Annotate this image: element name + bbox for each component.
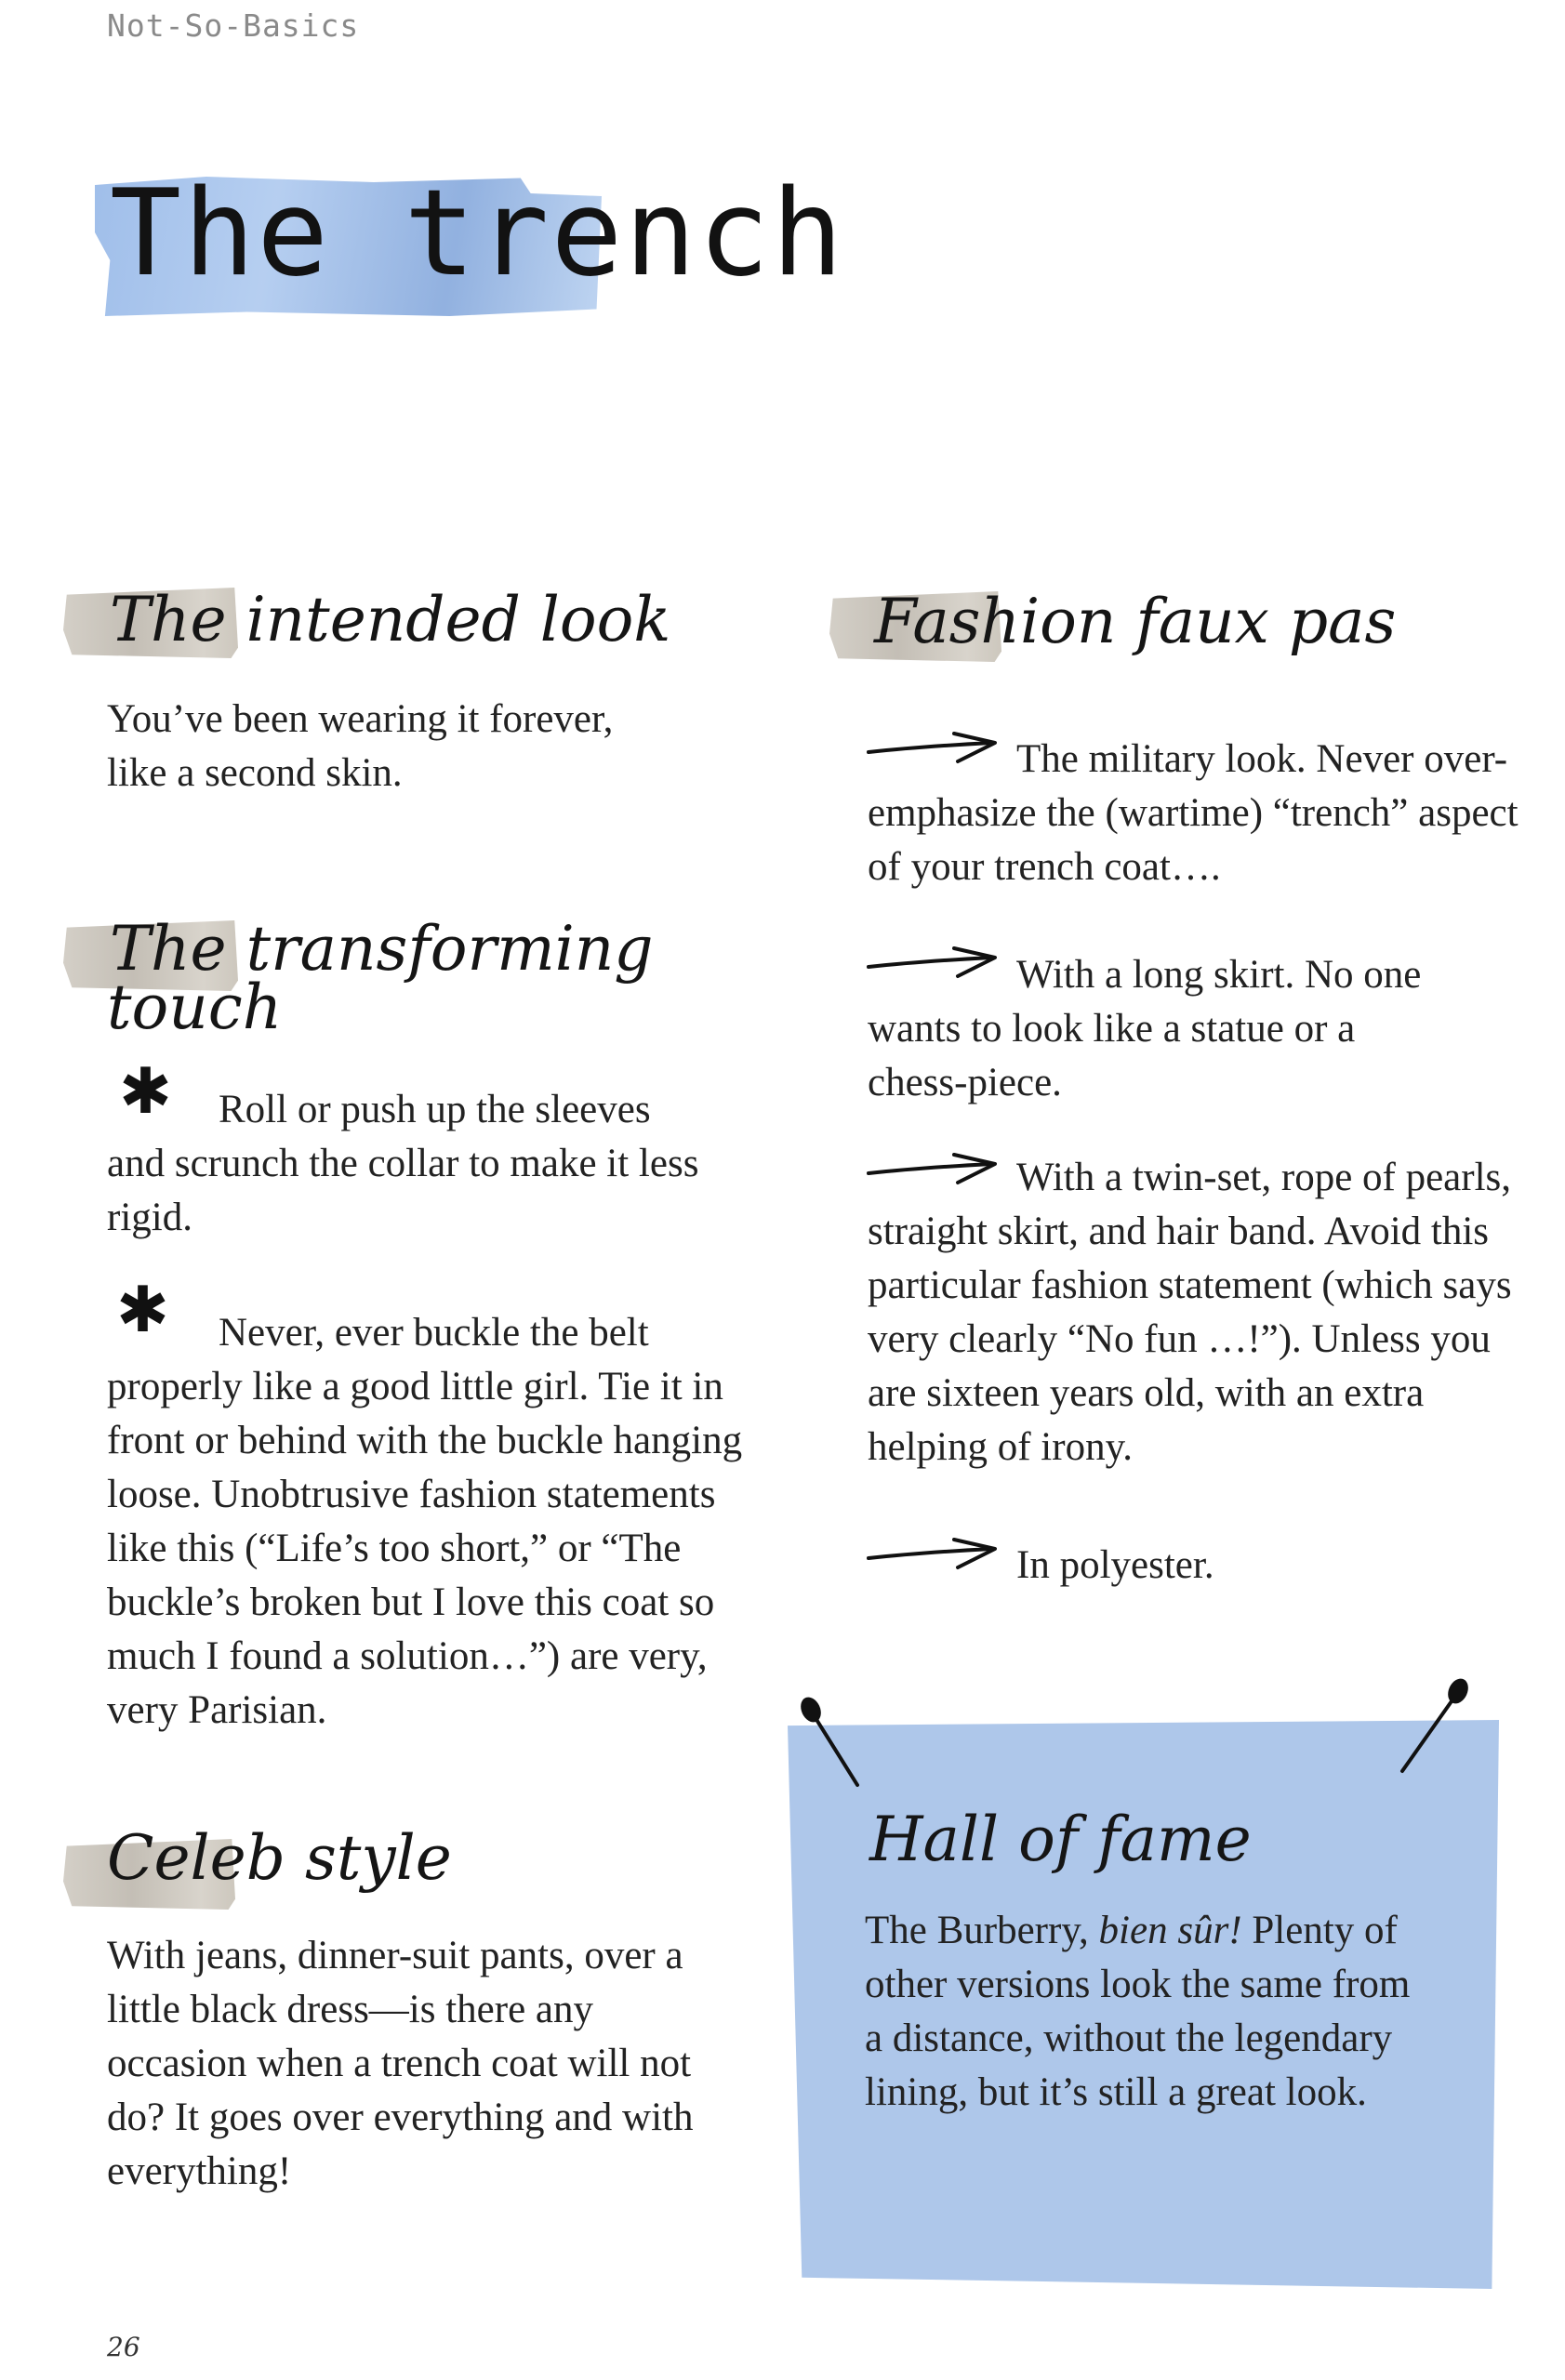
faux-pas-item: With a twin-set, rope of pearls, straight skirt, and hair band. Avoid this particular fashion statement (which says very clearly “No fun …!”). Unless you are sixteen years old, with an extra helping of irony. bbox=[868, 1156, 1512, 1469]
hall-of-fame-rest: Plenty of other versions look the same from a distance, without the legendary lining, but it’s still a great look. bbox=[865, 1909, 1411, 2114]
section-heading-faux-pas: Fashion faux pas bbox=[874, 586, 1397, 657]
running-head: Not-So-Basics bbox=[107, 7, 360, 44]
section-heading-celeb-style: Celeb style bbox=[107, 1822, 452, 1894]
section-heading-transforming-touch: The transforming bbox=[110, 913, 654, 985]
pin-icon bbox=[1386, 1669, 1497, 1780]
page-title: The trench bbox=[110, 165, 845, 303]
transforming-touch-item: Roll or push up the sleeves and scrunch the collar to make it less rigid. bbox=[107, 1088, 699, 1239]
section-heading-intended-look: The intended look bbox=[110, 584, 671, 655]
faux-pas-item: In polyester. bbox=[1016, 1543, 1214, 1587]
hall-of-fame-emphasis: bien sûr! bbox=[1098, 1909, 1242, 1952]
hall-of-fame-text bbox=[865, 1904, 1423, 2120]
hall-of-fame-lead: The Burberry, bbox=[865, 1909, 1099, 1952]
section-heading-hall-of-fame: Hall of fame bbox=[869, 1804, 1252, 1875]
transforming-touch-item: Never, ever buckle the belt properly like a good little girl. Tie it in front or behind with the buckle hanging loose. Unobtrusive fashion statements like this (“Life’s too short,” or “The buckle’s broken but I love this coat so much I found a solution…”) are very, very Parisian. bbox=[107, 1311, 743, 1732]
page-number: 26 bbox=[107, 2332, 140, 2362]
faux-pas-item: The military look. Never over-emphasize the (wartime) “trench” aspect of your trench coat…. bbox=[868, 737, 1519, 889]
asterisk-ornament-icon: ✱ bbox=[119, 1056, 172, 1127]
section-heading-transforming-touch-line2: touch bbox=[107, 972, 283, 1043]
pin-icon bbox=[790, 1687, 902, 1799]
faux-pas-item: With a long skirt. No one wants to look like a statue or a chess-piece. bbox=[868, 953, 1422, 1104]
intended-look-text: You’ve been wearing it forever, like a second skin. bbox=[107, 697, 614, 795]
asterisk-ornament-icon: ✱ bbox=[116, 1275, 169, 1345]
celeb-style-text: With jeans, dinner-suit pants, over a little black dress—is there any occasion when a trench coat will not do? It goes over everything and with everything! bbox=[107, 1934, 694, 2193]
